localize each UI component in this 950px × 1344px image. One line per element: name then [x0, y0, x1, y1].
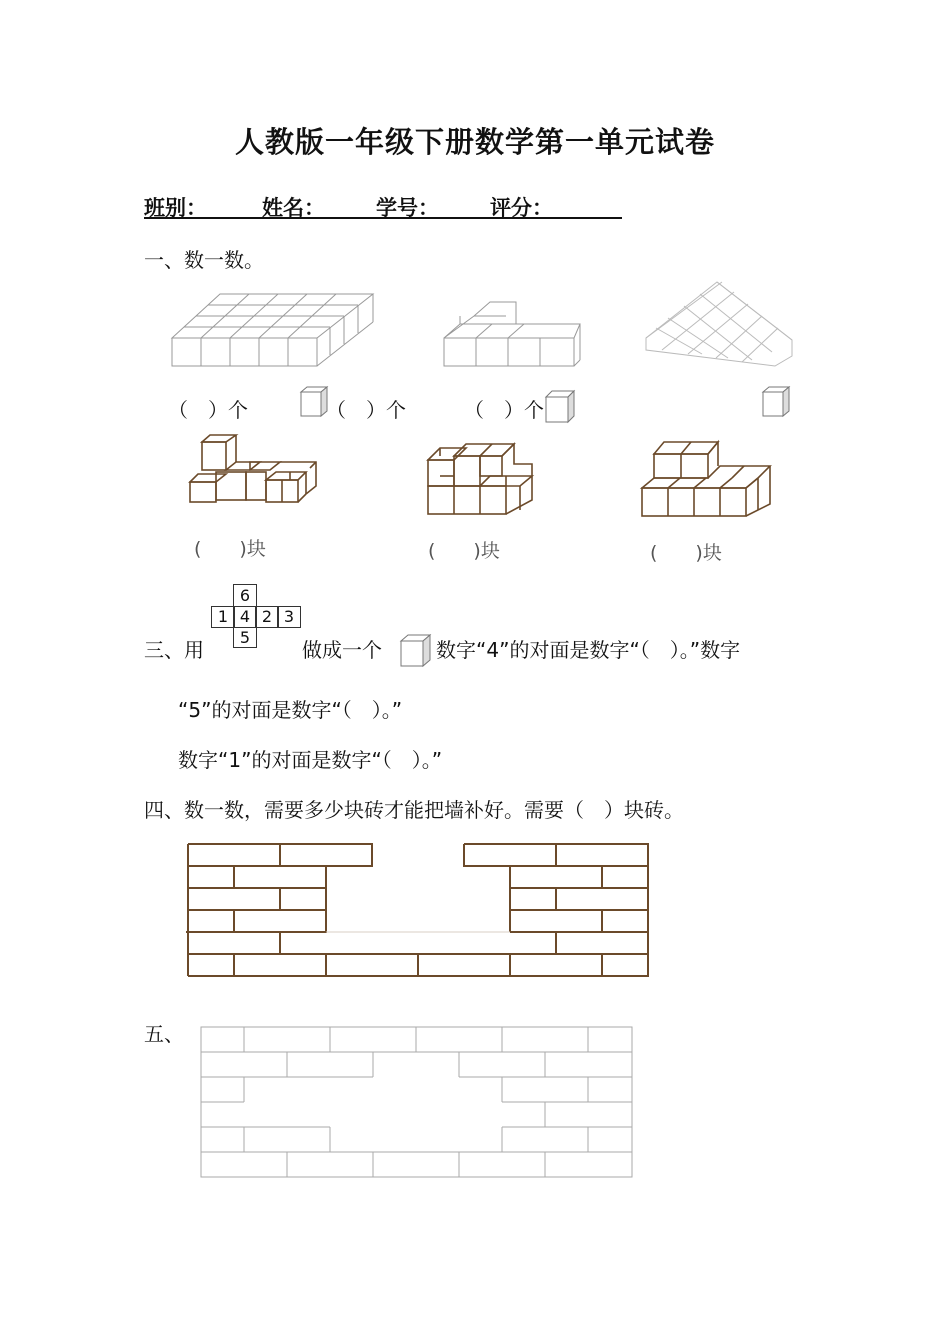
q4-text: 四、数一数，需要多少块砖才能把墙补好。需要（ ）块砖。 — [144, 798, 684, 822]
class-label: 班别： — [144, 196, 207, 220]
block-figure-2 — [424, 436, 539, 516]
q3-make: 做成一个 — [302, 638, 382, 662]
student-info-line — [144, 192, 553, 222]
q5-heading: 五、 — [144, 1022, 184, 1046]
net-cell-top: 6 — [233, 584, 257, 607]
q1-answer-2: （ ）个 — [326, 398, 406, 422]
q1-block-answer-1: ( )块 — [194, 538, 266, 560]
brick-wall-q5 — [200, 1025, 634, 1180]
block-figure-3 — [640, 436, 775, 518]
cube-figure-pyramid — [642, 280, 797, 370]
block-figure-1 — [186, 432, 321, 504]
q1-block-answer-3: ( )块 — [650, 542, 722, 564]
net-cell-bottom: 5 — [233, 627, 257, 648]
small-cube-icon — [300, 386, 328, 418]
page-title: 人教版一年级下册数学第一单元试卷 — [234, 125, 715, 159]
brick-wall-q4 — [186, 842, 652, 980]
cube-icon — [400, 634, 432, 668]
name-label: 姓名： — [262, 196, 325, 220]
q3-line1: 数字“4”的对面是数字“（ ）。”数字 — [436, 638, 741, 662]
small-cube-icon — [762, 386, 792, 418]
cube-net — [211, 584, 301, 648]
q1-answer-3: （ ）个 — [464, 398, 544, 422]
id-label: 学号： — [376, 196, 439, 220]
net-cell: 1 — [211, 606, 235, 628]
q3-line2: “5”的对面是数字“（ ）。” — [178, 698, 403, 722]
q1-heading: 一、数一数。 — [144, 248, 264, 272]
cube-figure-slab — [170, 290, 380, 370]
score-label: 评分： — [490, 196, 553, 220]
q1-block-answer-2: ( )块 — [428, 540, 500, 562]
q1-answer-1: （ ）个 — [168, 398, 248, 422]
cube-figure-step — [440, 298, 585, 370]
small-cube-icon — [545, 390, 575, 424]
q3-prefix: 三、用 — [144, 638, 204, 662]
net-cell: 3 — [277, 606, 301, 628]
net-cell: 4 — [233, 606, 257, 628]
q3-line3: 数字“1”的对面是数字“（ ）。” — [178, 748, 443, 772]
info-underline — [144, 217, 622, 219]
net-cell: 2 — [255, 606, 279, 628]
